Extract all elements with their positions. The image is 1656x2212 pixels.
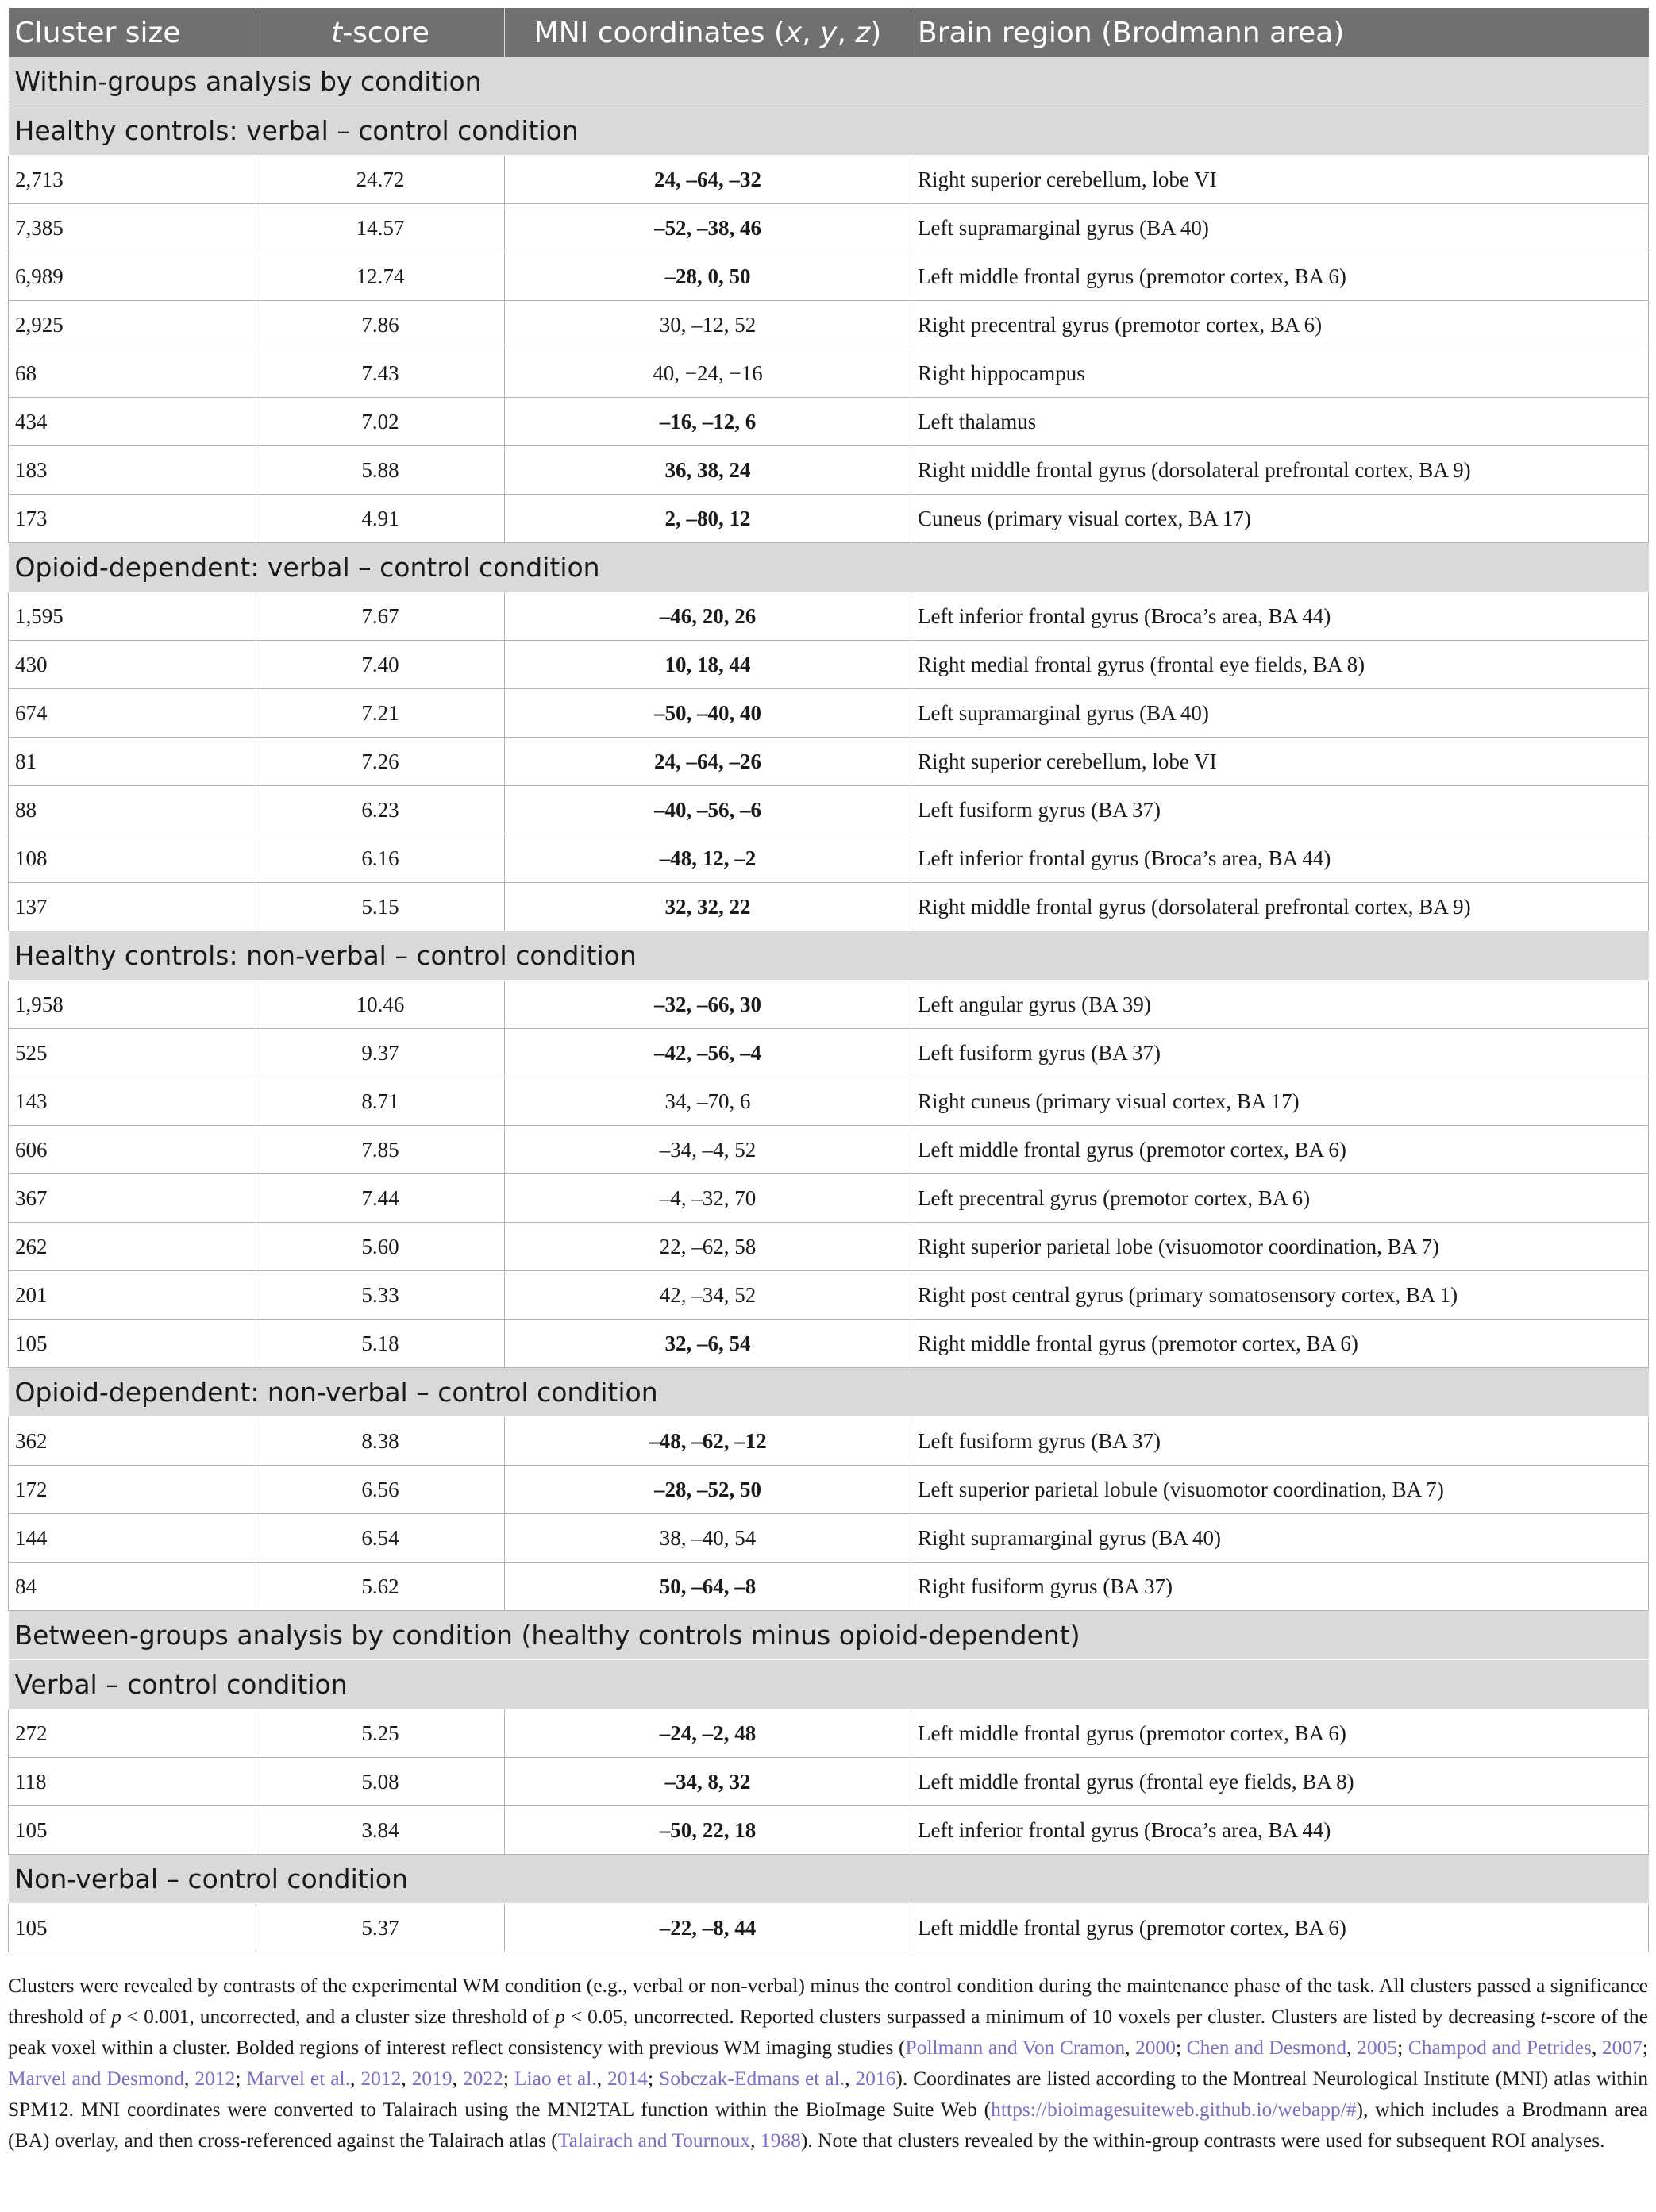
section-header-label: Within-groups analysis by condition <box>9 57 1649 106</box>
cluster-size-cell: 606 <box>9 1126 256 1174</box>
t-score-cell: 5.33 <box>256 1271 505 1320</box>
section-header-label: Opioid-dependent: verbal – control condition <box>9 543 1649 592</box>
t-score-cell: 7.40 <box>256 641 505 689</box>
brain-region-cell: Left middle frontal gyrus (premotor cortex, BA 6) <box>911 252 1649 301</box>
table-row <box>9 1320 1649 1368</box>
table-row <box>9 204 1649 252</box>
mni-coordinates-cell: 24, –64, –26 <box>505 738 911 786</box>
t-score-cell: 8.71 <box>256 1077 505 1126</box>
mni-coordinates-cell: 40, −24, −16 <box>505 349 911 398</box>
table-row <box>9 1758 1649 1806</box>
cluster-size-cell: 105 <box>9 1806 256 1855</box>
citation-link[interactable]: Sobczak-Edmans et al. <box>659 2067 845 2090</box>
brain-region-cell: Right middle frontal gyrus (premotor cortex, BA 6) <box>911 1320 1649 1368</box>
section-header-label: Opioid-dependent: non-verbal – control condition <box>9 1368 1649 1417</box>
brain-region-cell: Left middle frontal gyrus (frontal eye fields, BA 8) <box>911 1758 1649 1806</box>
brain-region-cell: Right superior cerebellum, lobe VI <box>911 156 1649 204</box>
header-mni-x: x <box>784 16 803 49</box>
t-score-cell: 7.85 <box>256 1126 505 1174</box>
cluster-size-cell: 137 <box>9 883 256 931</box>
table-row <box>9 1466 1649 1514</box>
brain-region-cell: Left supramarginal gyrus (BA 40) <box>911 689 1649 738</box>
table-row <box>9 301 1649 349</box>
mni-coordinates-cell: –40, –56, –6 <box>505 786 911 834</box>
table-body <box>9 57 1649 1952</box>
cluster-size-cell: 81 <box>9 738 256 786</box>
table-row <box>9 1904 1649 1952</box>
table-row <box>9 592 1649 641</box>
t-score-cell: 12.74 <box>256 252 505 301</box>
brain-region-cell: Right post central gyrus (primary somatosensory cortex, BA 1) <box>911 1271 1649 1320</box>
citation-link[interactable]: 2022 <box>462 2067 503 2090</box>
t-score-cell: 5.60 <box>256 1223 505 1271</box>
table-row <box>9 1709 1649 1758</box>
section-header-row <box>9 1368 1649 1417</box>
cluster-size-cell: 183 <box>9 446 256 495</box>
clusters-table <box>8 8 1649 1952</box>
header-mni-sep2: , <box>837 16 856 49</box>
t-score-cell: 10.46 <box>256 981 505 1029</box>
brain-region-cell: Left fusiform gyrus (BA 37) <box>911 786 1649 834</box>
citation-link[interactable]: 2016 <box>855 2067 896 2090</box>
citation-link[interactable]: Champod and Petrides <box>1408 2036 1592 2059</box>
table-row <box>9 156 1649 204</box>
header-t-score: t-score <box>256 8 505 57</box>
brain-region-cell: Right precentral gyrus (premotor cortex, BA 6) <box>911 301 1649 349</box>
section-header-label: Between-groups analysis by condition (healthy controls minus opioid-dependent) <box>9 1611 1649 1660</box>
table-footnote: Clusters were revealed by contrasts of the experimental WM condition (e.g., verbal or non-verbal) minus the control condition during the maintenance phase of the task. All clusters passed a significance threshold of p < 0.001, uncorrected, and a cluster size threshold of p < 0.05, uncorrected. Reported clusters surpassed a minimum of 10 voxels per cluster. Clusters are listed by decreasing t-score of the peak voxel within a cluster. Bolded regions of interest reflect consistency with previous WM imaging studies (Pollmann and Von Cramon, 2000; Chen and Desmond, 2005; Champod and Petrides, 2007; Marvel and Desmond, 2012; Marvel et al., 2012, 2019, 2022; Liao et al., 2014; Sobczak-Edmans et al., 2016). Coordinates are listed according to the Montreal Neurological Institute (MNI) atlas within SPM12. MNI coordinates were converted to Talairach using the MNI2TAL function within the BioImage Suite Web (https://bioimagesuiteweb.github.io/webapp/#), which includes a Brodmann area (BA) overlay, and then cross-referenced against the Talairach atlas (Talairach and Tournoux, 1988). Note that clusters revealed by the within-group contrasts were used for subsequent ROI analyses. <box>8 1974 1649 2152</box>
citation-link[interactable]: Marvel et al. <box>246 2067 351 2090</box>
mni-coordinates-cell: 50, –64, –8 <box>505 1563 911 1611</box>
section-header-label: Healthy controls: verbal – control condition <box>9 106 1649 156</box>
cluster-size-cell: 68 <box>9 349 256 398</box>
header-t-letter: t <box>331 16 343 49</box>
cluster-size-cell: 118 <box>9 1758 256 1806</box>
table-row <box>9 1223 1649 1271</box>
t-score-cell: 6.56 <box>256 1466 505 1514</box>
header-mni-sep1: , <box>802 16 821 49</box>
mni-coordinates-cell: –24, –2, 48 <box>505 1709 911 1758</box>
mni-coordinates-cell: 22, –62, 58 <box>505 1223 911 1271</box>
section-header-row <box>9 1660 1649 1709</box>
cluster-size-cell: 6,989 <box>9 252 256 301</box>
table-row <box>9 641 1649 689</box>
mni-coordinates-cell: –50, 22, 18 <box>505 1806 911 1855</box>
section-header-label: Verbal – control condition <box>9 1660 1649 1709</box>
cluster-size-cell: 1,958 <box>9 981 256 1029</box>
mni-coordinates-cell: –48, 12, –2 <box>505 834 911 883</box>
t-score-cell: 5.62 <box>256 1563 505 1611</box>
mni-coordinates-cell: –50, –40, 40 <box>505 689 911 738</box>
t-score-cell: 3.84 <box>256 1806 505 1855</box>
t-score-cell: 5.18 <box>256 1320 505 1368</box>
section-header-row <box>9 1855 1649 1904</box>
results-table-document <box>8 8 1648 2156</box>
cluster-size-cell: 272 <box>9 1709 256 1758</box>
brain-region-cell: Right middle frontal gyrus (dorsolateral prefrontal cortex, BA 9) <box>911 446 1649 495</box>
section-header-label: Non-verbal – control condition <box>9 1855 1649 1904</box>
cluster-size-cell: 674 <box>9 689 256 738</box>
brain-region-cell: Left superior parietal lobule (visuomotor coordination, BA 7) <box>911 1466 1649 1514</box>
cluster-size-cell: 173 <box>9 495 256 543</box>
brain-region-cell: Right cuneus (primary visual cortex, BA 17) <box>911 1077 1649 1126</box>
mni-coordinates-cell: 24, –64, –32 <box>505 156 911 204</box>
cluster-size-cell: 430 <box>9 641 256 689</box>
citation-link[interactable]: 2012 <box>360 2067 402 2090</box>
brain-region-cell: Left inferior frontal gyrus (Broca’s area, BA 44) <box>911 592 1649 641</box>
table-row <box>9 1271 1649 1320</box>
brain-region-cell: Left fusiform gyrus (BA 37) <box>911 1029 1649 1077</box>
header-mni-y: y <box>820 16 838 49</box>
brain-region-cell: Cuneus (primary visual cortex, BA 17) <box>911 495 1649 543</box>
cluster-size-cell: 434 <box>9 398 256 446</box>
t-score-cell: 8.38 <box>256 1417 505 1466</box>
table-row <box>9 738 1649 786</box>
header-brain-region: Brain region (Brodmann area) <box>911 8 1649 57</box>
t-score-cell: 7.21 <box>256 689 505 738</box>
t-score-cell: 6.54 <box>256 1514 505 1563</box>
mni-coordinates-cell: –34, 8, 32 <box>505 1758 911 1806</box>
table-row <box>9 1417 1649 1466</box>
brain-region-cell: Left middle frontal gyrus (premotor cortex, BA 6) <box>911 1709 1649 1758</box>
t-score-cell: 7.26 <box>256 738 505 786</box>
mni-coordinates-cell: –48, –62, –12 <box>505 1417 911 1466</box>
section-header-row <box>9 106 1649 156</box>
brain-region-cell: Left precentral gyrus (premotor cortex, BA 6) <box>911 1174 1649 1223</box>
mni-coordinates-cell: –46, 20, 26 <box>505 592 911 641</box>
table-row <box>9 1806 1649 1855</box>
citation-link[interactable]: Chen and Desmond <box>1186 2036 1347 2059</box>
mni-coordinates-cell: 36, 38, 24 <box>505 446 911 495</box>
table-row <box>9 786 1649 834</box>
mni-coordinates-cell: –32, –66, 30 <box>505 981 911 1029</box>
brain-region-cell: Left middle frontal gyrus (premotor cortex, BA 6) <box>911 1904 1649 1952</box>
cluster-size-cell: 88 <box>9 786 256 834</box>
mni-coordinates-cell: 32, –6, 54 <box>505 1320 911 1368</box>
cluster-size-cell: 367 <box>9 1174 256 1223</box>
section-header-row <box>9 57 1649 106</box>
mni-coordinates-cell: –4, –32, 70 <box>505 1174 911 1223</box>
t-score-cell: 24.72 <box>256 156 505 204</box>
mni-coordinates-cell: –34, –4, 52 <box>505 1126 911 1174</box>
t-score-cell: 14.57 <box>256 204 505 252</box>
t-score-cell: 7.86 <box>256 301 505 349</box>
cluster-size-cell: 84 <box>9 1563 256 1611</box>
mni-coordinates-cell: 10, 18, 44 <box>505 641 911 689</box>
t-score-cell: 5.37 <box>256 1904 505 1952</box>
cluster-size-cell: 1,595 <box>9 592 256 641</box>
citation-link[interactable]: 2012 <box>194 2067 236 2090</box>
mni-coordinates-cell: 38, –40, 54 <box>505 1514 911 1563</box>
t-score-cell: 7.44 <box>256 1174 505 1223</box>
table-row <box>9 1514 1649 1563</box>
citation-link[interactable]: 1988 <box>760 2129 801 2152</box>
section-header-row <box>9 543 1649 592</box>
t-score-cell: 6.23 <box>256 786 505 834</box>
cluster-size-cell: 143 <box>9 1077 256 1126</box>
brain-region-cell: Right fusiform gyrus (BA 37) <box>911 1563 1649 1611</box>
t-score-cell: 5.25 <box>256 1709 505 1758</box>
t-score-cell: 5.15 <box>256 883 505 931</box>
header-mni-suffix: ) <box>870 16 882 49</box>
section-header-row <box>9 1611 1649 1660</box>
brain-region-cell: Right superior parietal lobe (visuomotor coordination, BA 7) <box>911 1223 1649 1271</box>
table-row <box>9 834 1649 883</box>
table-row <box>9 398 1649 446</box>
brain-region-cell: Left thalamus <box>911 398 1649 446</box>
citation-link[interactable]: 2014 <box>607 2067 648 2090</box>
citation-link[interactable]: 2019 <box>411 2067 453 2090</box>
brain-region-cell: Left inferior frontal gyrus (Broca’s area, BA 44) <box>911 834 1649 883</box>
table-row <box>9 446 1649 495</box>
table-row <box>9 981 1649 1029</box>
mni-coordinates-cell: –28, 0, 50 <box>505 252 911 301</box>
brain-region-cell: Left inferior frontal gyrus (Broca’s area, BA 44) <box>911 1806 1649 1855</box>
table-header-row <box>9 8 1649 57</box>
table-row <box>9 689 1649 738</box>
cluster-size-cell: 172 <box>9 1466 256 1514</box>
section-header-label: Healthy controls: non-verbal – control condition <box>9 931 1649 981</box>
brain-region-cell: Right medial frontal gyrus (frontal eye fields, BA 8) <box>911 641 1649 689</box>
mni-coordinates-cell: –52, –38, 46 <box>505 204 911 252</box>
mni-coordinates-cell: –28, –52, 50 <box>505 1466 911 1514</box>
citation-link[interactable]: 2007 <box>1601 2036 1643 2059</box>
citation-link[interactable]: 2005 <box>1357 2036 1398 2059</box>
brain-region-cell: Right middle frontal gyrus (dorsolateral prefrontal cortex, BA 9) <box>911 883 1649 931</box>
table-row <box>9 1029 1649 1077</box>
brain-region-cell: Left supramarginal gyrus (BA 40) <box>911 204 1649 252</box>
mni-coordinates-cell: –22, –8, 44 <box>505 1904 911 1952</box>
cluster-size-cell: 144 <box>9 1514 256 1563</box>
table-row <box>9 1126 1649 1174</box>
citation-link[interactable]: Liao et al. <box>514 2067 597 2090</box>
mni-coordinates-cell: –16, –12, 6 <box>505 398 911 446</box>
cluster-size-cell: 525 <box>9 1029 256 1077</box>
citation-link[interactable]: Talairach and Tournoux <box>557 2129 751 2152</box>
cluster-size-cell: 7,385 <box>9 204 256 252</box>
cluster-size-cell: 105 <box>9 1904 256 1952</box>
cluster-size-cell: 105 <box>9 1320 256 1368</box>
header-mni-prefix: MNI coordinates ( <box>533 16 785 49</box>
t-score-cell: 5.88 <box>256 446 505 495</box>
t-score-cell: 4.91 <box>256 495 505 543</box>
brain-region-cell: Left angular gyrus (BA 39) <box>911 981 1649 1029</box>
brain-region-cell: Right superior cerebellum, lobe VI <box>911 738 1649 786</box>
brain-region-cell: Right hippocampus <box>911 349 1649 398</box>
mni-coordinates-cell: 42, –34, 52 <box>505 1271 911 1320</box>
table-row <box>9 883 1649 931</box>
cluster-size-cell: 2,925 <box>9 301 256 349</box>
t-score-cell: 5.08 <box>256 1758 505 1806</box>
table-row <box>9 1077 1649 1126</box>
table-row <box>9 252 1649 301</box>
header-cluster-size: Cluster size <box>9 8 256 57</box>
mni-coordinates-cell: 32, 32, 22 <box>505 883 911 931</box>
citation-link[interactable]: Pollmann and Von Cramon <box>905 2036 1126 2059</box>
t-score-cell: 9.37 <box>256 1029 505 1077</box>
mni-coordinates-cell: –42, –56, –4 <box>505 1029 911 1077</box>
t-score-cell: 7.67 <box>256 592 505 641</box>
table-row <box>9 1563 1649 1611</box>
table-row <box>9 1174 1649 1223</box>
cluster-size-cell: 262 <box>9 1223 256 1271</box>
header-mni-z: z <box>855 16 871 49</box>
t-score-cell: 7.02 <box>256 398 505 446</box>
t-score-cell: 7.43 <box>256 349 505 398</box>
citation-link[interactable]: 2000 <box>1135 2036 1177 2059</box>
t-score-cell: 6.16 <box>256 834 505 883</box>
brain-region-cell: Left middle frontal gyrus (premotor cortex, BA 6) <box>911 1126 1649 1174</box>
bioimage-suite-link[interactable]: https://bioimagesuiteweb.github.io/webapp/# <box>991 2098 1357 2121</box>
cluster-size-cell: 362 <box>9 1417 256 1466</box>
cluster-size-cell: 201 <box>9 1271 256 1320</box>
header-mni-coordinates <box>505 8 911 57</box>
brain-region-cell: Right supramarginal gyrus (BA 40) <box>911 1514 1649 1563</box>
table-row <box>9 349 1649 398</box>
mni-coordinates-cell: 34, –70, 6 <box>505 1077 911 1126</box>
cluster-size-cell: 108 <box>9 834 256 883</box>
mni-coordinates-cell: 2, –80, 12 <box>505 495 911 543</box>
table-row <box>9 495 1649 543</box>
cluster-size-cell: 2,713 <box>9 156 256 204</box>
citation-link[interactable]: Marvel and Desmond <box>8 2067 185 2090</box>
brain-region-cell: Left fusiform gyrus (BA 37) <box>911 1417 1649 1466</box>
mni-coordinates-cell: 30, –12, 52 <box>505 301 911 349</box>
section-header-row <box>9 931 1649 981</box>
